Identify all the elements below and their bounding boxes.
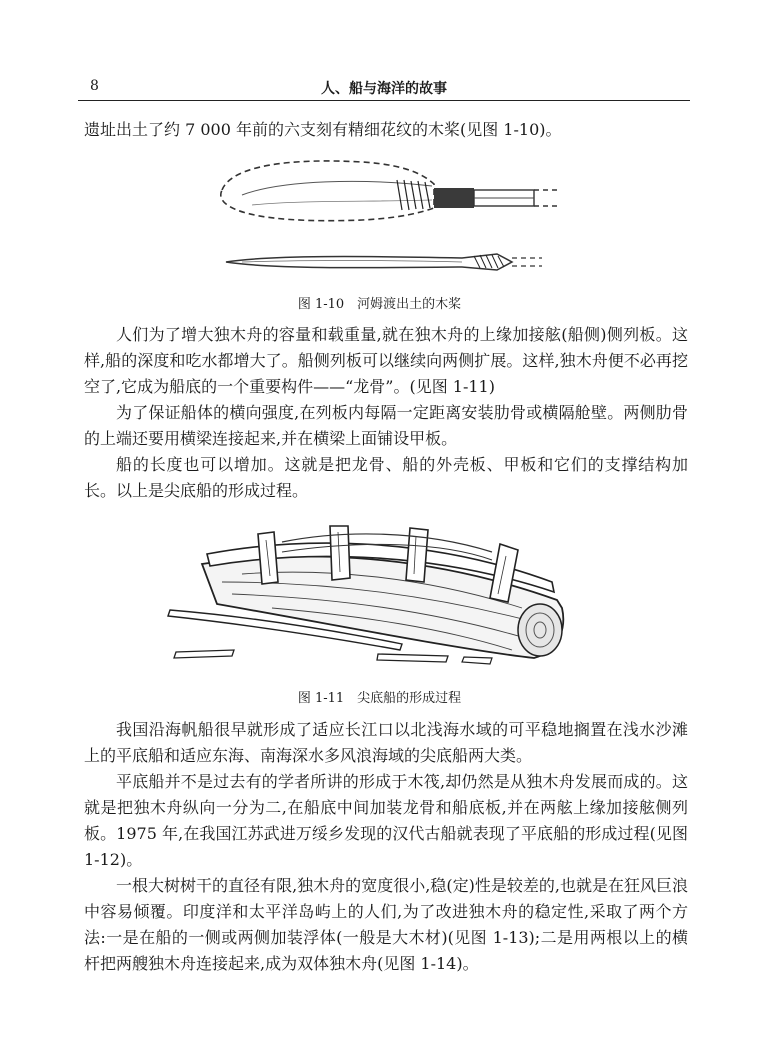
boat-illustration <box>162 512 602 672</box>
paragraph: 一根大树树干的直径有限,独木舟的宽度很小,稳(定)性是较差的,也就是在狂风巨浪中容易倾覆。印度洋和太平洋岛屿上的人们,为了改进独木舟的稳定性,采取了两个方法:一是在船的一侧或两侧加装浮体(一般是大木材)(见图 1-13);二是用两根以上的横杆把两艘独木舟连接起来,成为双体独木舟(见图 1-14)。 <box>84 876 688 973</box>
page-number: 8 <box>90 78 99 94</box>
paragraph: 人们为了增大独木舟的容量和载重量,就在独木舟的上缘加接舷(船侧)侧列板。这样,船的深度和吃水都增大了。船侧列板可以继续向两侧扩展。这样,独木舟便不必再挖空了,它成为船底的一个重要构件——“龙骨”。(见图 1-11) <box>84 325 688 396</box>
paragraph: 我国沿海帆船很早就形成了适应长江口以北浅海水域的可平稳地搁置在浅水沙滩上的平底船和适应东海、南海深水多风浪海域的尖底船两大类。 <box>84 720 688 765</box>
paragraph: 为了保证船体的横向强度,在列板内每隔一定距离安装肋骨或横隔舱壁。两侧肋骨的上端还要用横梁连接起来,并在横梁上面铺设甲板。 <box>84 403 688 448</box>
paragraph: 平底船并不是过去有的学者所讲的形成于木筏,却仍然是从独木舟发展而成的。这就是把独木舟纵向一分为二,在船底中间加装龙骨和船底板,并在两舷上缘加接舷侧列板。1975 年,在我国江苏武进万绥乡发现的汉代古船就表现了平底船的形成过程(见图 1-12)。 <box>84 772 688 869</box>
paragraph: 遗址出土了约 7 000 年前的六支刻有精细花纹的木桨(见图 1-10)。 <box>84 120 562 139</box>
paddle-illustration <box>212 150 562 285</box>
figure-caption: 图 1-10 河姆渡出土的木桨 <box>297 297 462 312</box>
paragraph: 船的长度也可以增加。这就是把龙骨、船的外壳板、甲板和它们的支撑结构加长。以上是尖底船的形成过程。 <box>84 455 688 500</box>
running-header <box>78 78 690 101</box>
figure-caption: 图 1-11 尖底船的形成过程 <box>297 691 462 706</box>
running-title: 人、船与海洋的故事 <box>321 81 447 97</box>
